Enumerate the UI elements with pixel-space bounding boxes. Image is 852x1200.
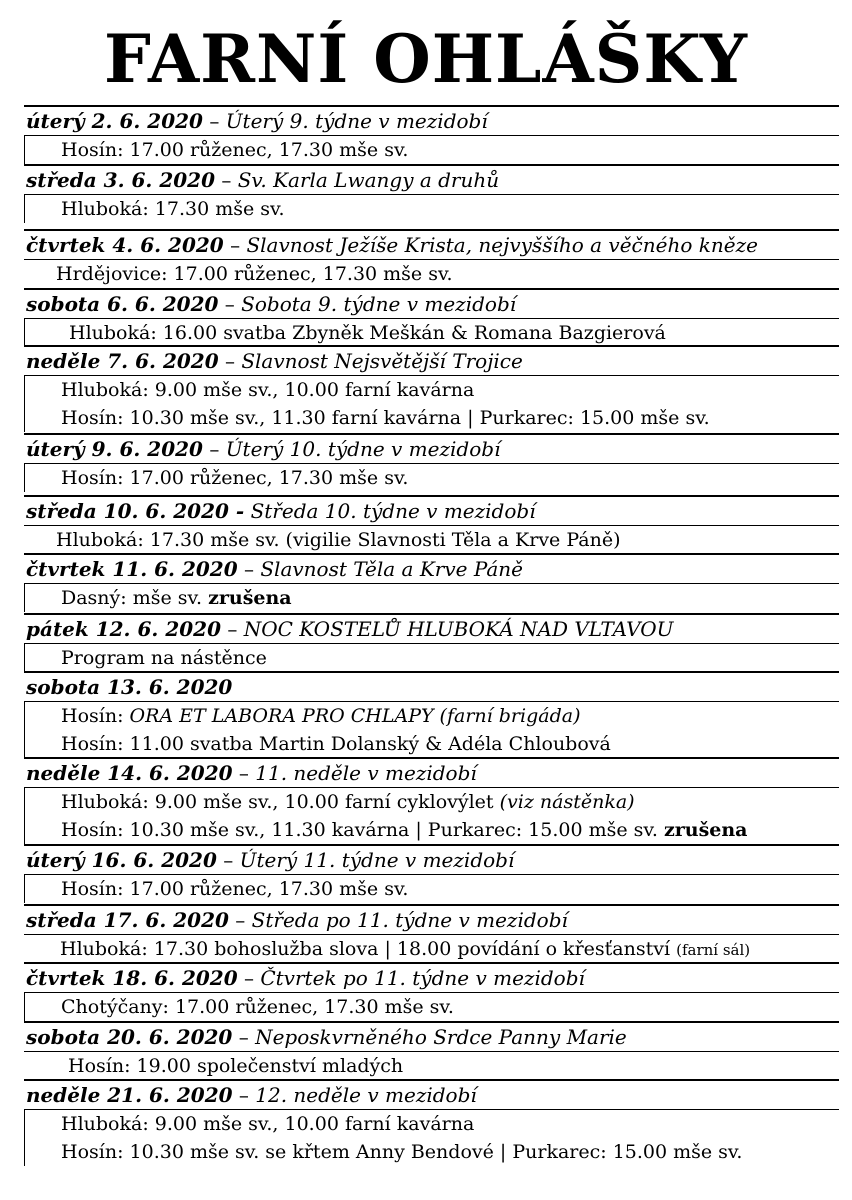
entry-feast: Sobota 9. týdne v mezidobí — [241, 292, 517, 316]
entry-header — [24, 673, 839, 702]
cancelled-label: zrušena — [663, 819, 748, 841]
schedule-entry — [24, 1079, 839, 1166]
entry-date: pátek 12. 6. 2020 — [26, 617, 221, 641]
entry-header — [24, 290, 839, 319]
entry-date: sobota 13. 6. 2020 — [26, 675, 233, 699]
schedule-entry — [24, 1021, 839, 1080]
entry-date: neděle 21. 6. 2020 — [26, 1083, 233, 1107]
schedule-entry — [24, 105, 839, 164]
entry-header — [24, 435, 839, 464]
entry-date: čtvrtek 11. 6. 2020 — [26, 557, 238, 581]
entry-line: Hosín: 17.00 růženec, 17.30 mše sv. — [61, 467, 409, 489]
entry-date: středa 3. 6. 2020 — [26, 168, 216, 192]
entry-date: úterý 9. 6. 2020 — [26, 437, 203, 461]
entry-separator: – — [232, 1025, 256, 1049]
schedule-entry — [24, 229, 839, 288]
entry-separator: – — [215, 168, 238, 192]
schedule-entry — [24, 613, 839, 672]
cancelled-label: zrušena — [208, 587, 292, 609]
entry-line-text: Hosín: — [61, 705, 130, 727]
entry-feast: Úterý 9. týdne v mezidobí — [225, 109, 488, 133]
entry-line: Hrdějovice: 17.00 růženec, 17.30 mše sv. — [56, 263, 453, 285]
entry-date: úterý 2. 6. 2020 — [26, 109, 203, 133]
entry-separator: – — [237, 966, 261, 990]
entry-separator: – — [232, 761, 256, 785]
entry-line — [25, 788, 839, 816]
entry-feast: Čtvrtek po 11. týdne v mezidobí — [260, 966, 585, 990]
entry-line-italic: ORA ET LABORA PRO CHLAPY (farní brigáda) — [129, 705, 581, 727]
entry-separator: – — [218, 292, 242, 316]
schedule-entry — [24, 962, 839, 1021]
entry-line: Hluboká: 9.00 mše sv., 10.00 farní kavárna — [61, 379, 475, 401]
entry-line-text: Dasný: mše sv. — [61, 587, 209, 609]
entry-separator: – — [221, 617, 244, 641]
entry-feast: Neposkvrněného Srdce Panny Marie — [255, 1025, 627, 1049]
entry-header — [24, 497, 839, 526]
entry-header — [24, 231, 839, 260]
entry-date: sobota 6. 6. 2020 — [26, 292, 219, 316]
entry-line: Hosín: 19.00 společenství mladých — [68, 1055, 404, 1077]
schedule-entry — [24, 288, 839, 347]
schedule-entry — [24, 164, 839, 223]
entry-feast: Slavnost Nejsvětější Trojice — [241, 349, 523, 373]
schedule-entry — [24, 757, 839, 844]
entry-feast: Středa po 11. týdne v mezidobí — [251, 908, 568, 932]
entry-line: Hluboká: 17.30 mše sv. — [61, 198, 285, 220]
entry-line: Program na nástěnce — [61, 647, 267, 669]
entry-line: Hluboká: 17.30 mše sv. (vigilie Slavnosti Těla a Krve Páně) — [56, 529, 621, 551]
entry-line: Hosín: 10.30 mše sv. se křtem Anny Bendové | Purkarec: 15.00 mše sv. — [61, 1141, 743, 1163]
entry-separator: – — [232, 1083, 256, 1107]
entry-date: středa 17. 6. 2020 — [26, 908, 229, 932]
entry-date: středa 10. 6. 2020 - — [26, 499, 245, 523]
entry-header — [24, 347, 839, 376]
entry-header — [24, 759, 839, 788]
entry-line — [24, 935, 839, 963]
schedule-entry — [24, 495, 839, 554]
entry-feast: Slavnost Těla a Krve Páně — [260, 557, 524, 581]
entry-separator: – — [223, 233, 247, 257]
entry-date: čtvrtek 18. 6. 2020 — [26, 966, 238, 990]
entry-header — [24, 906, 839, 935]
entry-feast: Úterý 11. týdne v mezidobí — [239, 848, 515, 872]
schedule-entry — [24, 553, 839, 612]
entry-date: sobota 20. 6. 2020 — [26, 1025, 233, 1049]
entry-line: Hosín: 17.00 růženec, 17.30 mše sv. — [61, 878, 409, 900]
entry-date: úterý 16. 6. 2020 — [26, 848, 217, 872]
entry-feast: Sv. Karla Lwangy a druhů — [237, 168, 500, 192]
entry-line: Hluboká: 9.00 mše sv., 10.00 farní kavárna — [61, 1113, 475, 1135]
entry-header — [24, 846, 839, 875]
entry-feast: Slavnost Ježíše Krista, nejvyššího a věčného kněze — [246, 233, 758, 257]
entry-feast: 12. neděle v mezidobí — [255, 1083, 477, 1107]
entry-line: Hosín: 11.00 svatba Martin Dolanský & Adéla Chloubová — [61, 733, 611, 755]
entry-line-text: Hluboká: 9.00 mše sv., 10.00 farní cyklovýlet — [61, 791, 500, 813]
entry-header — [24, 964, 839, 993]
entry-header — [24, 166, 839, 195]
entry-separator: – — [228, 908, 252, 932]
entry-separator: – — [218, 349, 242, 373]
entry-separator: – — [202, 109, 226, 133]
entry-feast: NOC KOSTELŮ HLUBOKÁ NAD VLTAVOU — [243, 617, 674, 641]
entry-date: neděle 14. 6. 2020 — [26, 761, 233, 785]
entry-separator: – — [216, 848, 240, 872]
entry-feast: Středa 10. týdne v mezidobí — [250, 499, 536, 523]
entry-header — [24, 107, 839, 136]
schedule-entry — [24, 844, 839, 903]
entry-header — [24, 1081, 839, 1110]
entry-line: Hosín: 17.00 růženec, 17.30 mše sv. — [61, 139, 409, 161]
entry-separator: – — [202, 437, 226, 461]
entry-date: čtvrtek 4. 6. 2020 — [26, 233, 224, 257]
schedule-entry — [24, 904, 839, 963]
entry-header — [24, 1023, 839, 1052]
entry-feast: 11. neděle v mezidobí — [255, 761, 477, 785]
entry-feast: Úterý 10. týdne v mezidobí — [225, 437, 501, 461]
schedule-entry — [24, 671, 839, 758]
entry-header — [24, 615, 839, 644]
entry-line — [25, 584, 839, 612]
schedule-entry — [24, 433, 839, 492]
entry-line — [25, 702, 839, 730]
entry-line: Chotýčany: 17.00 růženec, 17.30 mše sv. — [61, 996, 454, 1018]
entry-header — [24, 555, 839, 584]
entry-line: Hosín: 10.30 mše sv., 11.30 farní kavárna | Purkarec: 15.00 mše sv. — [61, 407, 710, 429]
entry-date: neděle 7. 6. 2020 — [26, 349, 219, 373]
entry-separator: – — [237, 557, 261, 581]
entry-line-text: Hosín: 10.30 mše sv., 11.30 kavárna | Purkarec: 15.00 mše sv. — [61, 819, 664, 841]
entry-line-italic: (viz nástěnka) — [499, 791, 635, 813]
entry-line — [25, 816, 839, 844]
entry-line: Hluboká: 16.00 svatba Zbyněk Meškán & Romana Bazgierová — [69, 322, 666, 344]
entry-line-text: Hluboká: 17.30 bohoslužba slova | 18.00 povídání o křesťanství — [60, 938, 677, 960]
page-title: FARNÍ OHLÁŠKY — [103, 20, 749, 98]
schedule-entry — [24, 345, 839, 432]
entry-line-note: (farní sál) — [676, 941, 751, 959]
